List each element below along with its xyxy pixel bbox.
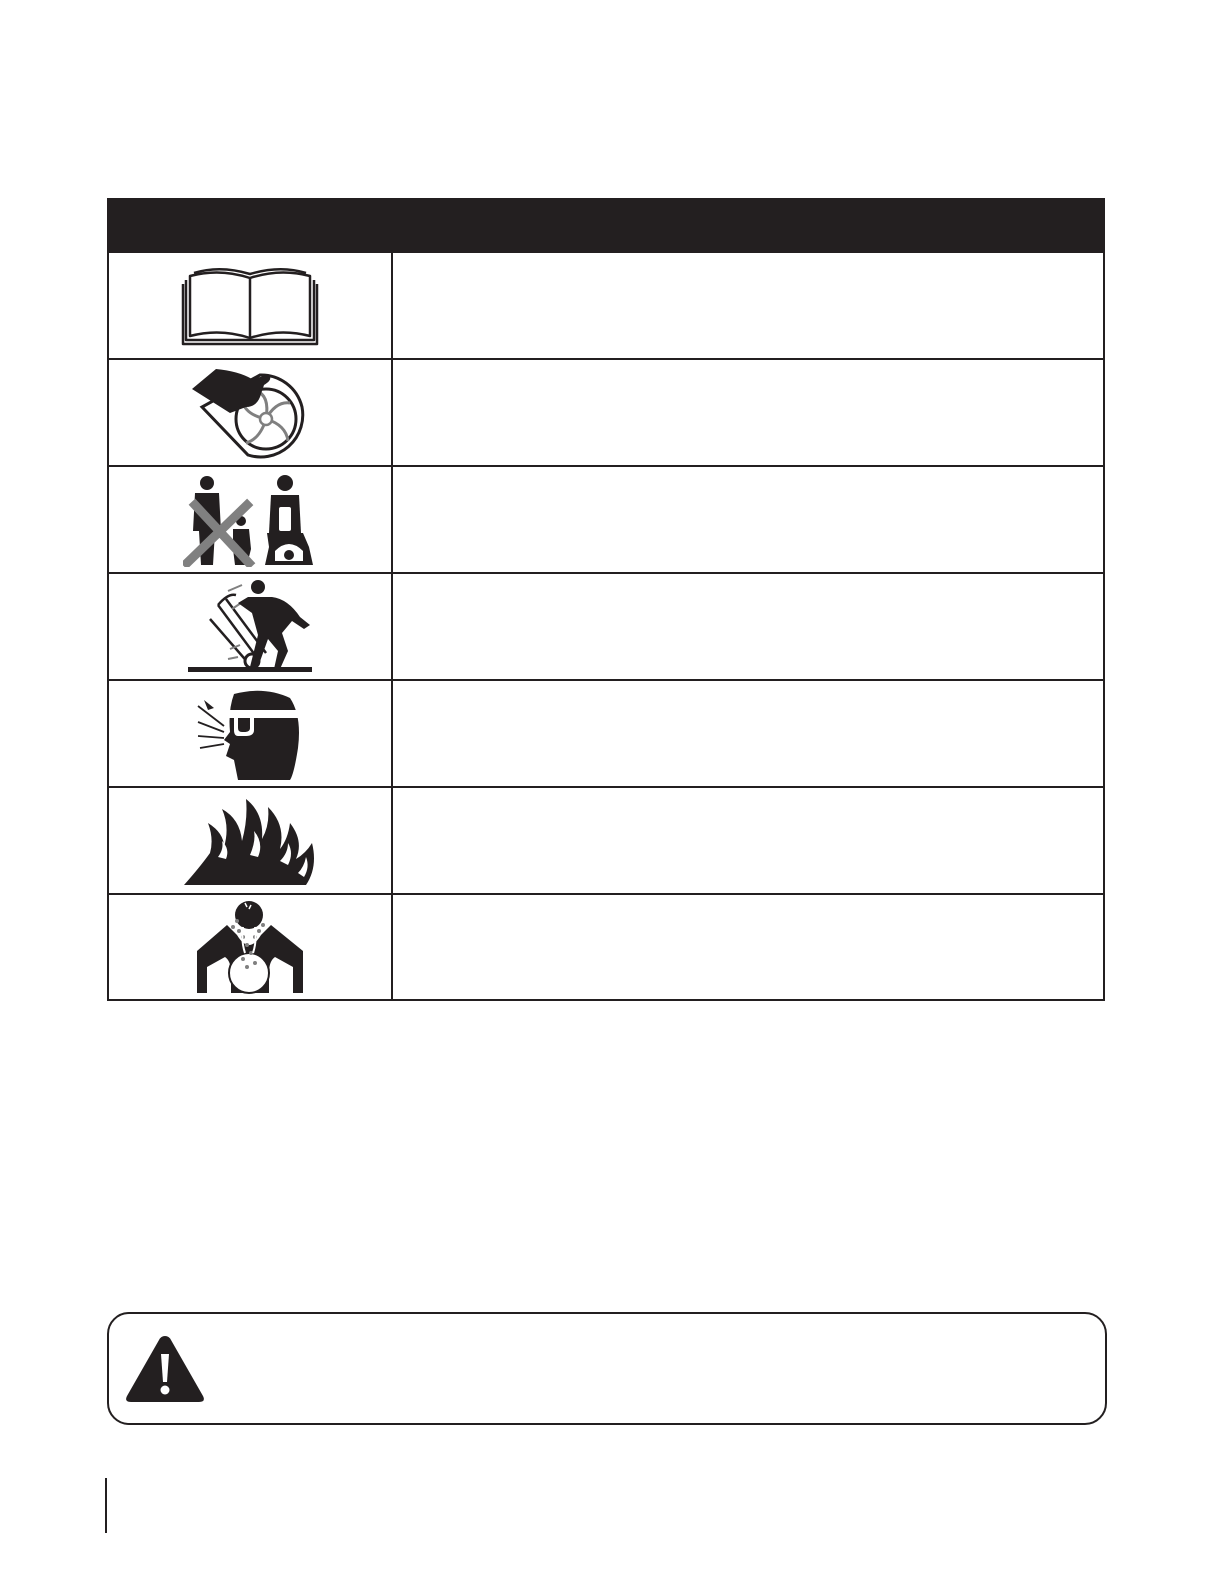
symbol-cell (109, 895, 393, 1001)
hand-in-auger-icon (190, 367, 310, 459)
keep-bystanders-away-icon (183, 473, 317, 567)
symbol-cell (109, 788, 393, 893)
table-row (109, 681, 1103, 788)
symbol-cell (109, 467, 393, 572)
slip-fall-icon (188, 579, 312, 675)
table-row (109, 895, 1103, 1001)
meaning-cell (393, 467, 1103, 572)
warning-box (107, 1312, 1107, 1425)
symbol-cell (109, 253, 393, 358)
meaning-cell (393, 681, 1103, 786)
symbol-cell (109, 360, 393, 465)
meaning-cell (393, 895, 1103, 1001)
table-row (109, 360, 1103, 467)
table-row (109, 788, 1103, 895)
table-header-title (109, 198, 1103, 230)
symbol-cell (109, 681, 393, 786)
safety-symbols-table (107, 198, 1105, 1001)
table-row (109, 574, 1103, 681)
table-header (109, 198, 1103, 253)
read-manual-icon (180, 266, 320, 346)
fire-hazard-icon (184, 795, 316, 887)
meaning-cell (393, 574, 1103, 679)
table-row (109, 467, 1103, 574)
meaning-cell (393, 360, 1103, 465)
eye-protection-icon (194, 686, 306, 782)
meaning-cell (393, 788, 1103, 893)
page-margin-rule (105, 1478, 107, 1533)
table-row (109, 253, 1103, 360)
toxic-fumes-icon (197, 901, 303, 995)
meaning-cell (393, 253, 1103, 358)
warning-triangle-icon (123, 1332, 207, 1406)
symbol-cell (109, 574, 393, 679)
